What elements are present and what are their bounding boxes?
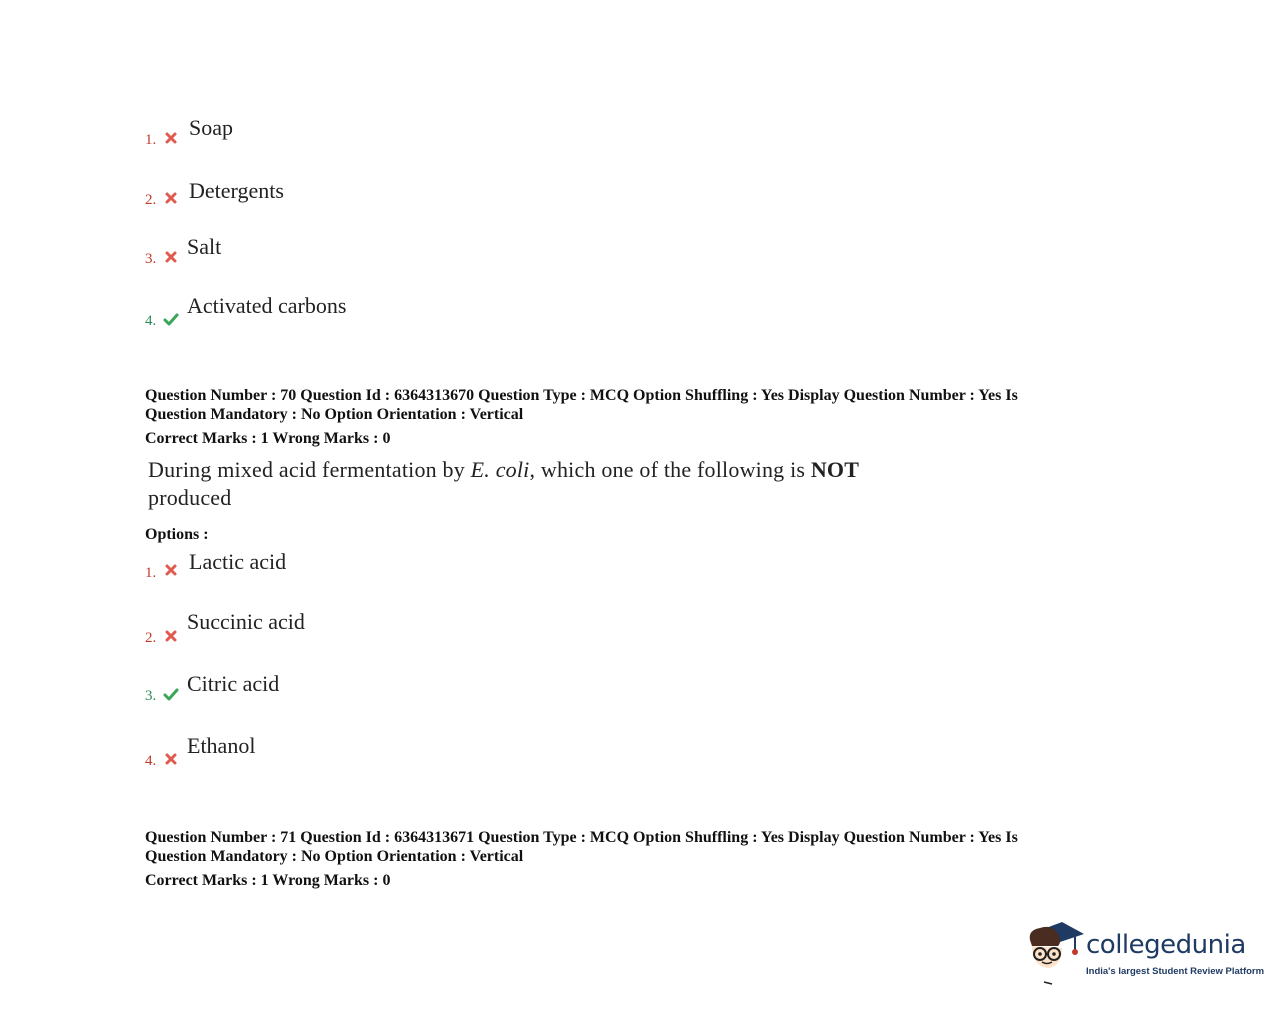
q70-marks: Correct Marks : 1 Wrong Marks : 0 xyxy=(145,430,391,447)
option-number: 1. xyxy=(145,132,157,148)
option-number: 3. xyxy=(145,251,157,267)
q71-marks: Correct Marks : 1 Wrong Marks : 0 xyxy=(145,872,391,889)
cross-mark-icon xyxy=(163,751,179,767)
logo-wordmark: collegedunia xyxy=(1086,930,1246,960)
question-text-part1: During mixed acid fermentation by xyxy=(148,457,471,482)
option-text: Lactic acid xyxy=(189,549,287,574)
cross-mark-icon xyxy=(163,562,179,578)
cross-mark-icon xyxy=(163,249,179,265)
question-text-bold: NOT xyxy=(810,457,860,482)
check-mark-icon xyxy=(163,312,179,328)
option-number: 4. xyxy=(145,313,157,329)
logo-tagline: India's largest Student Review Platform xyxy=(1086,966,1265,977)
q71-meta-line1: Question Number : 71 Question Id : 6364313671 Question Type : MCQ Option Shuffling : Yes Display Question Number : Yes Is xyxy=(145,829,1018,846)
mascot-icon xyxy=(1022,916,1086,986)
question-text-part2: , which one of the following is xyxy=(529,457,811,482)
option-text: Soap xyxy=(189,115,233,140)
option-number: 2. xyxy=(145,630,157,646)
question-text-italic: E. coli xyxy=(470,457,530,482)
option-number: 4. xyxy=(145,753,157,769)
options-label: Options : xyxy=(145,526,209,543)
q70-meta-line2: Question Mandatory : No Option Orientation : Vertical xyxy=(145,406,524,423)
q70-meta-line1: Question Number : 70 Question Id : 6364313670 Question Type : MCQ Option Shuffling : Yes Display Question Number : Yes Is xyxy=(145,387,1018,404)
option-text: Ethanol xyxy=(187,733,256,758)
option-number: 2. xyxy=(145,192,157,208)
option-text: Citric acid xyxy=(187,671,280,696)
option-number: 3. xyxy=(145,688,157,704)
q71-meta-line2: Question Mandatory : No Option Orientation : Vertical xyxy=(145,848,524,865)
check-mark-icon xyxy=(163,687,179,703)
option-text: Succinic acid xyxy=(187,609,305,634)
option-number: 1. xyxy=(145,565,157,581)
q70-question-text xyxy=(148,456,948,512)
cross-mark-icon xyxy=(163,190,179,206)
cross-mark-icon xyxy=(163,628,179,644)
option-text: Salt xyxy=(187,234,222,259)
option-text: Activated carbons xyxy=(187,293,347,318)
cross-mark-icon xyxy=(163,130,179,146)
option-text: Detergents xyxy=(189,178,284,203)
collegedunia-logo xyxy=(1022,916,1265,986)
question-text-line2: produced xyxy=(148,485,232,510)
